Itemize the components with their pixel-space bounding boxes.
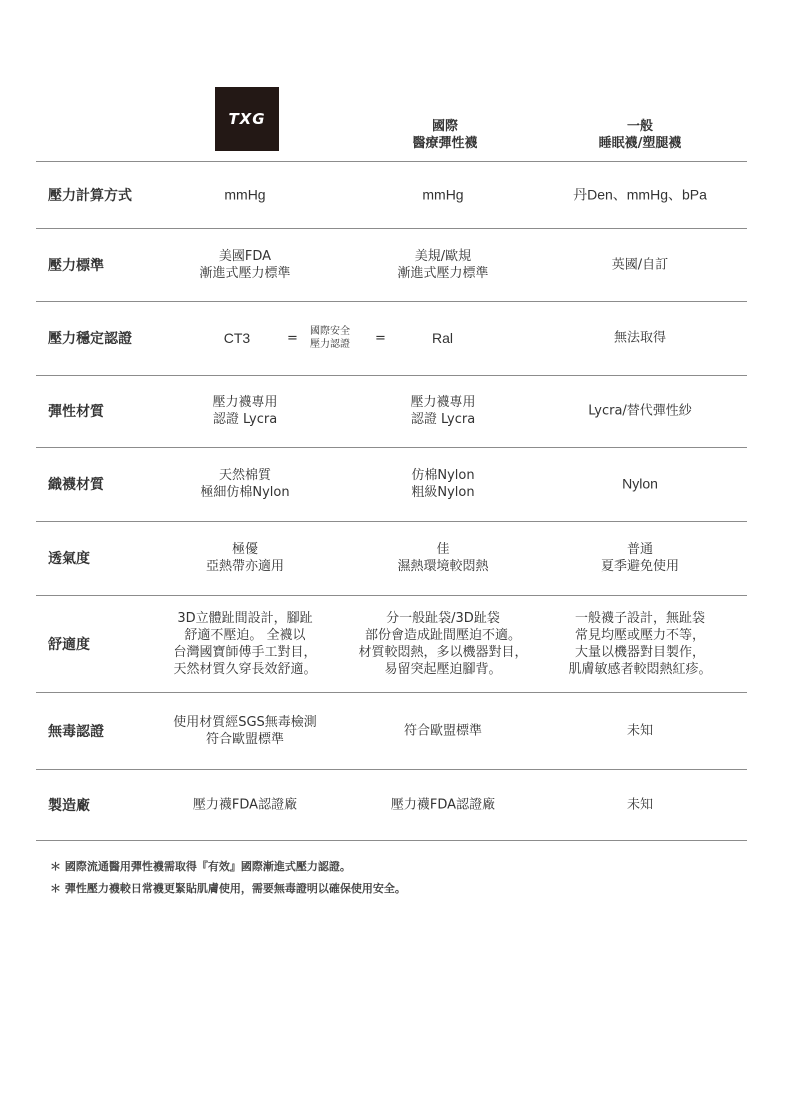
footnote: ＊ 國際流通醫用彈性襪需取得『有效』國際漸進式壓力認證。 xyxy=(50,860,351,873)
column-header-general xyxy=(540,118,740,152)
row-divider xyxy=(36,595,747,596)
table-cell xyxy=(542,610,738,678)
cell-line: 舒適不壓迫。 全襪以 xyxy=(184,627,306,643)
cell-line: 佳 xyxy=(436,542,450,557)
table-cell xyxy=(345,610,541,678)
table-cell xyxy=(345,467,541,501)
certification-group xyxy=(210,320,480,356)
cell-line: 壓力襪FDA認證廠 xyxy=(390,797,496,812)
row-divider xyxy=(36,161,747,162)
cell-line: 大量以機器對目製作， xyxy=(574,644,705,660)
table-cell xyxy=(542,256,738,273)
cell-line: 未知 xyxy=(626,723,653,738)
row-label: 壓力計算方式 xyxy=(48,187,132,204)
cell-line: mmHg xyxy=(224,186,266,202)
cell-line: 未知 xyxy=(626,797,653,812)
cell-line: 壓力襪專用 xyxy=(410,395,476,410)
footnotes xyxy=(50,856,406,900)
cell-line: 壓力襪FDA認證廠 xyxy=(192,797,298,812)
row-label: 舒適度 xyxy=(48,636,90,653)
table-cell xyxy=(147,394,343,428)
cell-line: 符合歐盟標準 xyxy=(205,731,284,747)
row-label: 壓力穩定認證 xyxy=(48,331,132,347)
cell-line: 仿棉Nylon xyxy=(411,468,475,483)
table-cell xyxy=(542,476,738,493)
column-header-line: 國際 xyxy=(431,119,458,134)
row-divider xyxy=(36,840,747,841)
cell-line: 夏季避免使用 xyxy=(600,559,679,574)
table-cell xyxy=(147,610,343,678)
footnote: ＊ 彈性壓力襪較日常襪更緊貼肌膚使用，需要無毒證明以確保使用安全。 xyxy=(50,882,406,895)
cert-ct3: CT3 xyxy=(223,330,251,346)
table-cell xyxy=(542,796,738,813)
cell-line: 認證 Lycra xyxy=(212,412,278,427)
cell-line: 丹Den、mmHg、bPa xyxy=(573,186,707,202)
cell-line: 天然材質久穿長效舒適。 xyxy=(173,661,317,677)
cell-line: 台灣國寶師傅手工對目， xyxy=(173,644,317,660)
row-divider xyxy=(36,769,747,770)
cell-line: Nylon xyxy=(622,475,658,492)
table-cell xyxy=(542,722,738,739)
row-divider xyxy=(36,375,747,376)
table-cell xyxy=(147,248,343,282)
cell-line: 無法取得 xyxy=(613,330,666,346)
cell-line: 肌膚敏感者較悶熱紅疹。 xyxy=(568,661,712,677)
table-cell xyxy=(147,186,343,203)
table-cell xyxy=(147,796,343,813)
table-cell xyxy=(147,467,343,501)
cert-ral: Ral xyxy=(432,330,454,346)
cell-line: 美國FDA xyxy=(218,248,272,264)
cell-line: 壓力襪專用 xyxy=(212,395,278,410)
row-label: 壓力標準 xyxy=(48,257,104,274)
column-header-medical xyxy=(345,118,545,152)
cell-line: 一般襪子設計，無趾袋 xyxy=(574,610,705,626)
brand-logo-text: TXG xyxy=(228,110,266,128)
table-cell xyxy=(345,541,541,575)
equals-sign: = xyxy=(375,330,386,346)
table-cell xyxy=(147,541,343,575)
table-cell xyxy=(345,186,541,203)
cell-line: 分一般趾袋/3D趾袋 xyxy=(386,610,500,626)
row-divider xyxy=(36,228,747,229)
cell-line: 漸進式壓力標準 xyxy=(397,265,489,281)
cell-line: 材質較悶熱，多以機器對目， xyxy=(358,644,528,660)
row-label: 無毒認證 xyxy=(48,723,104,740)
cell-line: 濕熱環境較悶熱 xyxy=(397,559,489,574)
cell-line: 使用材質經SGS無毒檢測 xyxy=(173,714,317,730)
cell-line: Lycra/替代彈性紗 xyxy=(588,403,692,419)
cell-line: 英國/自訂 xyxy=(611,257,669,272)
table-cell xyxy=(345,394,541,428)
cell-line: 易留突起壓迫腳背。 xyxy=(384,661,502,677)
row-divider xyxy=(36,301,747,302)
table-cell xyxy=(147,714,343,748)
table-cell xyxy=(542,330,738,347)
table-cell xyxy=(542,403,738,420)
cell-line: 國際安全 xyxy=(310,326,350,337)
cell-line: 美規/歐規 xyxy=(414,248,472,264)
table-cell xyxy=(345,248,541,282)
row-label: 彈性材質 xyxy=(48,404,104,420)
cell-line: 普通 xyxy=(626,542,653,557)
cell-line: 部份會造成趾間壓迫不適。 xyxy=(364,627,521,643)
row-divider xyxy=(36,521,747,522)
row-label: 織襪材質 xyxy=(48,477,104,493)
cell-line: 天然棉質 xyxy=(218,468,271,483)
column-header-line: 醫療彈性襪 xyxy=(412,136,478,151)
table-cell xyxy=(542,186,738,203)
cell-line: 亞熱帶亦適用 xyxy=(205,559,284,574)
cert-international xyxy=(310,325,350,351)
cell-line: 常見均壓或壓力不等， xyxy=(574,627,705,643)
row-label: 製造廠 xyxy=(48,797,90,814)
row-divider xyxy=(36,447,747,448)
row-divider xyxy=(36,692,747,693)
cell-line: 3D立體趾間設計，腳趾 xyxy=(177,610,313,626)
column-header-line: 睡眠襪/塑腿襪 xyxy=(598,136,682,151)
cell-line: 漸進式壓力標準 xyxy=(199,265,291,281)
cell-line: 符合歐盟標準 xyxy=(403,723,482,738)
cell-line: 壓力認證 xyxy=(310,339,350,350)
column-header-line: 一般 xyxy=(626,119,653,134)
row-label: 透氣度 xyxy=(48,551,90,567)
table-cell xyxy=(345,796,541,813)
cell-line: 極優 xyxy=(231,542,258,557)
equals-sign: = xyxy=(287,330,298,346)
cell-line: 粗級Nylon xyxy=(411,485,475,500)
cell-line: 極細仿棉Nylon xyxy=(200,485,290,500)
cell-line: 認證 Lycra xyxy=(410,412,476,427)
brand-logo xyxy=(215,87,279,151)
table-cell xyxy=(542,541,738,575)
table-cell xyxy=(345,722,541,739)
cell-line: mmHg xyxy=(422,186,464,202)
